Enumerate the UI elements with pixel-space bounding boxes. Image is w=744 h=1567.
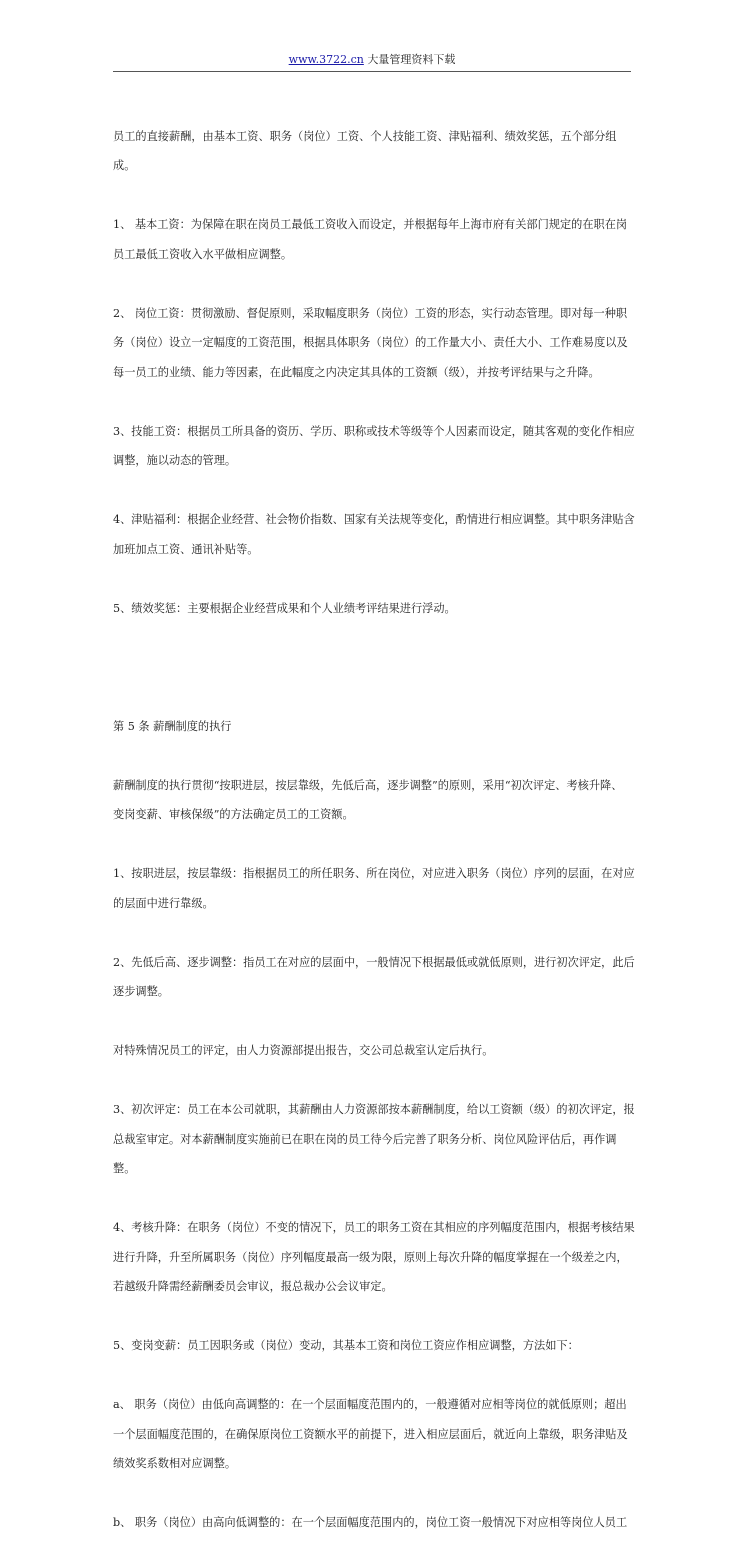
paragraph-rule-5b: b、 职务（岗位）由高向低调整的：在一个层面幅度范围内的，岗位工资一般情况下对应相等岗位人员工 (113, 1516, 628, 1529)
section-heading: 第 5 条 薪酬制度的执行 (113, 719, 232, 733)
paragraph-special-case: 对特殊情况员工的评定，由人力资源部提出报告，交公司总裁室认定后执行。 (113, 1044, 494, 1057)
paragraph-rule-4: 4、考核升降：在职务（岗位）不变的情况下，员工的职务工资在其相应的序列幅度范围内，根据考核结果 进行升降，升至所属职务（岗位）序列幅度最高一级为限，原则上每次升降的幅度掌握在一个级差之内， 若越级升降需经薪酬委员会审议，报总裁办公会议审定。 (113, 1221, 635, 1293)
paragraph-rule-1: 1、按职进层，按层靠级：指根据员工的所任职务、所在岗位，对应进入职务（岗位）序列的层面，在对应 的层面中进行靠级。 (113, 867, 635, 910)
paragraph-allowance: 4、津贴福利：根据企业经营、社会物价指数、国家有关法规等变化，酌情进行相应调整。其中职务津贴含 加班加点工资、通讯补贴等。 (113, 513, 635, 556)
paragraph-rule-3: 3、初次评定：员工在本公司就职，其薪酬由人力资源部按本薪酬制度，给以工资额（级）的初次评定，报 总裁室审定。对本薪酬制度实施前已在职在岗的员工待今后完善了职务分析、岗位风险评估后，再作调整。 (113, 1103, 635, 1175)
document-body (113, 92, 635, 1567)
paragraph-salary-composition: 员工的直接薪酬，由基本工资、职务（岗位）工资、个人技能工资、津贴福利、绩效奖惩，五个部分组成。 (113, 129, 617, 172)
section-gap (113, 653, 635, 683)
paragraph-rule-5: 5、变岗变薪：员工因职务或（岗位）变动，其基本工资和岗位工资应作相应调整，方法如下： (113, 1339, 579, 1352)
paragraph-base-wage: 1、 基本工资：为保障在职在岗员工最低工资收入而设定，并根据每年上海市府有关部门规定的在职在岗 员工最低工资收入水平做相应调整。 (113, 218, 628, 261)
paragraph-performance: 5、绩效奖惩：主要根据企业经营成果和个人业绩考评结果进行浮动。 (113, 601, 456, 615)
paragraph-rule-5a: a、 职务（岗位）由低向高调整的：在一个层面幅度范围内的，一般遵循对应相等岗位的就低原则；超出 一个层面幅度范围的，在确保原岗位工资额水平的前提下，进入相应层面后，就近向上靠级，职务津贴及 绩效奖系数相对应调整。 (113, 1398, 628, 1470)
paragraph-rule-2: 2、先低后高、逐步调整：指员工在对应的层面中，一般情况下根据最低或就低原则，进行初次评定，此后 逐步调整。 (113, 955, 635, 998)
paragraph-execution-principle: 薪酬制度的执行贯彻“按职进层，按层靠级，先低后高，逐步调整”的原则，采用“初次评定、考核升降、 变岗变薪、审核保级”的方法确定员工的工资额。 (113, 778, 623, 821)
header-tagline: 大量管理资料下载 (363, 53, 456, 66)
paragraph-skill-wage: 3、技能工资：根据员工所具备的资历、学历、职称或技术等级等个人因素而设定，随其客观的变化作相应 调整，施以动态的管理。 (113, 424, 635, 467)
header-divider (113, 71, 631, 72)
page-header (0, 53, 744, 67)
paragraph-position-wage: 2、 岗位工资：贯彻激励、督促原则，采取幅度职务（岗位）工资的形态，实行动态管理。即对每一种职 务（岗位）设立一定幅度的工资范围，根据具体职务（岗位）的工作量大小、责任大小、工作难易度以及 每一员工的业绩、能力等因素，在此幅度之内决定其具体的工资额（级），并按考评结果与之升降。 (113, 306, 628, 379)
header-link[interactable]: www.3722.cn (288, 53, 364, 66)
